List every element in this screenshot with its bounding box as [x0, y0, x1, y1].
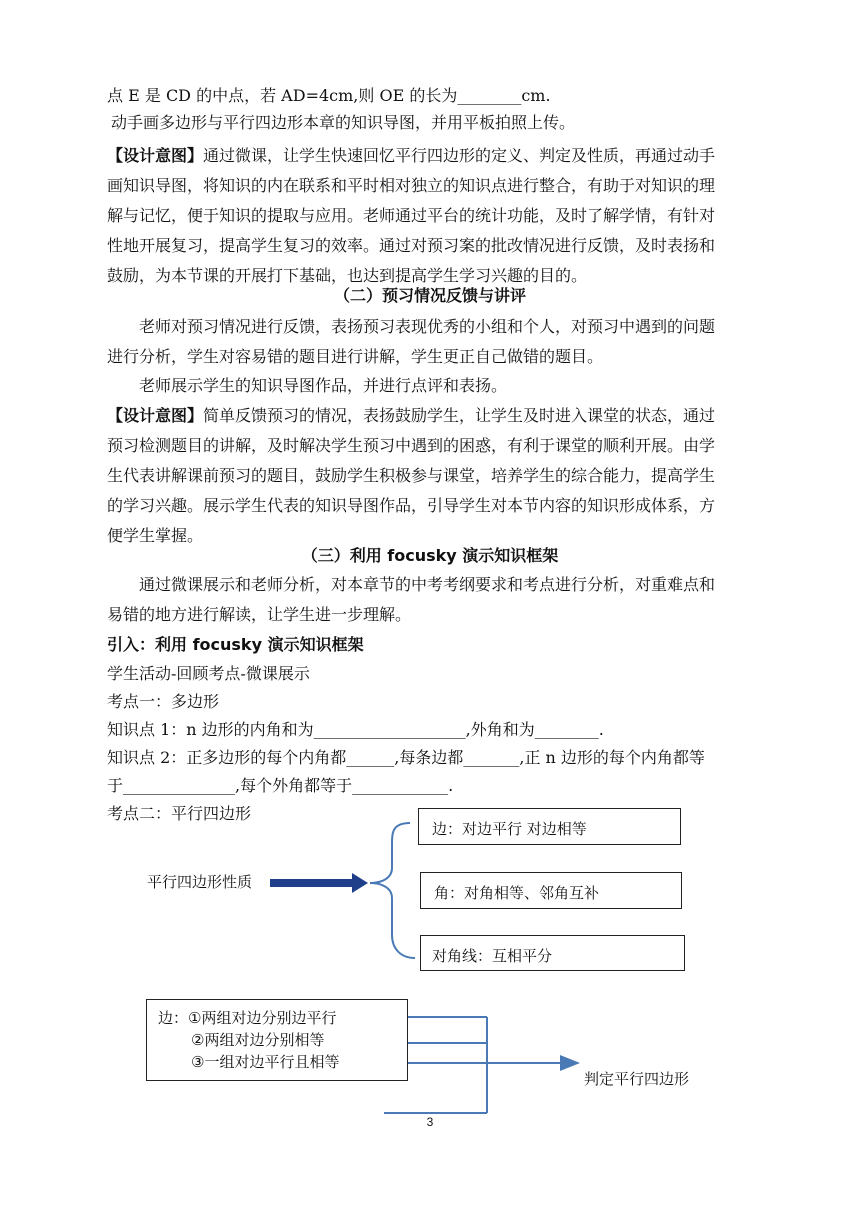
property-angle-box	[420, 872, 682, 909]
property-diagonal-text: 对角线：互相平分	[432, 947, 553, 965]
section-heading-3: （三）利用 focusky 演示知识框架	[301, 546, 559, 565]
property-angle-text: 角：对角相等、邻角互补	[434, 884, 600, 902]
knowledge-point-1: 知识点 1：n 边形的内角和为___________________,外角和为________.	[107, 720, 604, 739]
design-intent-text: 通过微课，让学生快速回忆平行四边形的定义、判定及性质，再通过动手	[203, 146, 716, 165]
design-intent-1-line-4: 性地开展复习，提高学生复习的效率。通过对预习案的批改情况进行反馈，及时表扬和	[107, 236, 716, 255]
design-intent-text: 简单反馈预习的情况，表扬鼓励学生，让学生及时进入课堂的状态，通过	[203, 406, 716, 425]
judgement-condition-1: 边：①两组对边分别边平行	[158, 1009, 337, 1027]
design-intent-1-line-2: 画知识导图，将知识的内在联系和平时相对独立的知识点进行整合，有助于对知识的理	[107, 176, 716, 195]
page-number: 3	[426, 1115, 434, 1129]
paragraph-3-line-2: 易错的地方进行解读，让学生进一步理解。	[107, 605, 412, 624]
section-heading-2: （二）预习情况反馈与讲评	[333, 286, 526, 305]
design-intent-2-line-5: 便学生掌握。	[107, 526, 204, 545]
property-side-text: 边：对边平行 对边相等	[432, 820, 587, 838]
exercise-line: 点 E 是 CD 的中点，若 AD=4cm,则 OE 的长为________cm.	[107, 86, 551, 105]
paragraph-2-line-2: 进行分析，学生对容易错的题目进行讲解，学生更正自己做错的题目。	[107, 347, 604, 366]
design-intent-2-line-4: 的学习兴趣。展示学生代表的知识导图作品，引导学生对本节内容的知识形成体系，方	[107, 496, 716, 515]
design-intent-tag: 【设计意图】	[107, 406, 204, 425]
thick-right-arrow-icon	[270, 873, 368, 893]
design-intent-1-line-5: 鼓励，为本节课的开展打下基础，也达到提高学生学习兴趣的目的。	[107, 266, 588, 285]
design-intent-2-line-2: 预习检测题目的讲解，及时解决学生预习中遇到的困惑，有利于课堂的顺利开展。由学	[107, 436, 716, 455]
property-side-box	[418, 808, 681, 845]
exam-point-2: 考点二：平行四边形	[107, 804, 252, 823]
judgement-conditions-box	[146, 999, 408, 1081]
judgement-connectors	[384, 1017, 578, 1113]
intro-line: 引入：利用 focusky 演示知识框架	[107, 635, 364, 654]
paragraph-3-line-1: 通过微课展示和老师分析，对本章节的中考考纲要求和考点进行分析，对重难点和	[139, 575, 716, 594]
judgement-target-label: 判定平行四边形	[584, 1070, 690, 1088]
exam-point-1: 考点一：多边形	[107, 692, 220, 711]
design-intent-1-line-3: 解与记忆，便于知识的提取与应用。老师通过平台的统计功能，及时了解学情，有针对	[107, 206, 716, 225]
knowledge-point-2-line-1: 知识点 2：正多边形的每个内角都______,每条边都_______,正 n 边形的每个内角都等	[107, 748, 705, 767]
paragraph-2-line-3: 老师展示学生的知识导图作品，并进行点评和表扬。	[139, 376, 508, 395]
property-diagonal-box	[420, 935, 685, 971]
judgement-condition-3: ③一组对边平行且相等	[191, 1053, 340, 1071]
task-line: 动手画多边形与平行四边形本章的知识导图，并用平板拍照上传。	[111, 113, 576, 132]
properties-label: 平行四边形性质	[147, 873, 253, 891]
activity-line: 学生活动-回顾考点-微课展示	[107, 664, 310, 683]
paragraph-2-line-1: 老师对预习情况进行反馈，表扬预习表现优秀的小组和个人，对预习中遇到的问题	[139, 317, 716, 336]
properties-brace	[370, 823, 415, 958]
design-intent-tag: 【设计意图】	[107, 146, 204, 165]
judgement-condition-2: ②两组对边分别相等	[191, 1031, 325, 1049]
knowledge-point-2-line-2: 于______________,每个外角都等于____________.	[107, 776, 454, 795]
design-intent-2-line-3: 生代表讲解课前预习的题目，鼓励学生积极参与课堂，培养学生的综合能力，提高学生	[107, 466, 716, 485]
